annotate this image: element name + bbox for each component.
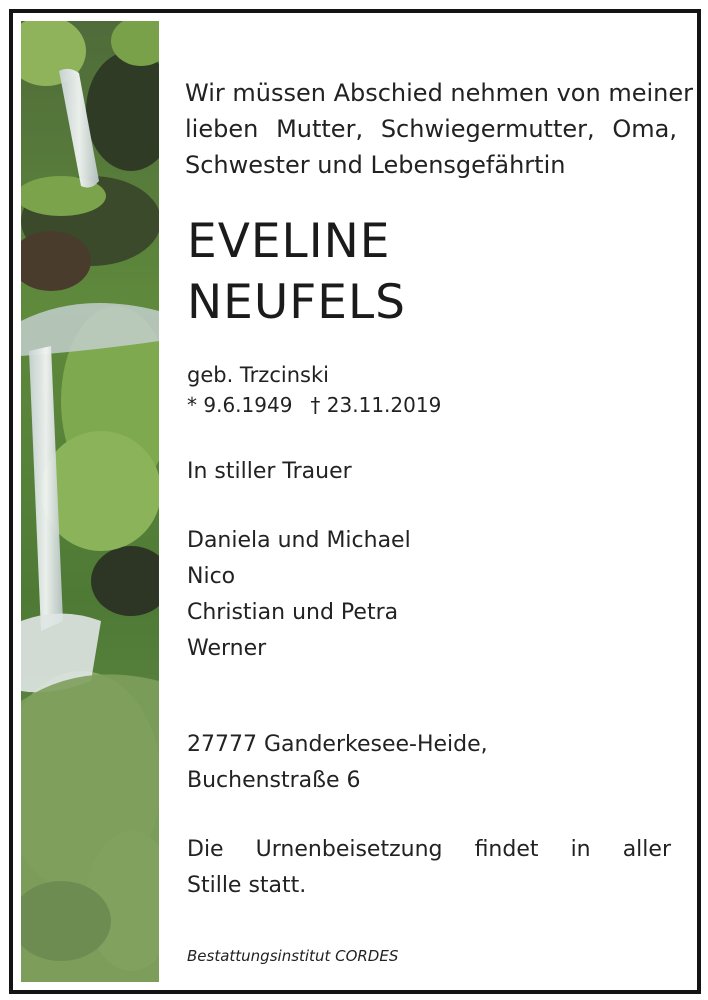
burial-note xyxy=(187,832,671,904)
death-date: 23.11.2019 xyxy=(326,393,442,417)
dagger-icon: † xyxy=(310,393,321,417)
mourner: Werner xyxy=(187,636,267,661)
deceased-name xyxy=(187,211,406,333)
birth-date: * 9.6.1949 xyxy=(187,393,293,417)
birth-name: geb. Trzcinski xyxy=(187,363,329,387)
mourner: Christian und Petra xyxy=(187,600,399,625)
mourner: Daniela und Michael xyxy=(187,528,411,553)
last-name: NEUFELS xyxy=(187,275,407,330)
notice-frame xyxy=(9,9,701,994)
intro-line: Wir müssen Abschied nehmen von meiner xyxy=(185,79,693,107)
intro-line: Schwester und Lebensgefährtin xyxy=(185,151,566,179)
burial-line: Die Urnenbeisetzung findet in aller xyxy=(187,837,671,862)
mourners-list xyxy=(187,523,411,667)
first-name: EVELINE xyxy=(187,214,391,269)
undertaker-credit: Bestattungsinstitut CORDES xyxy=(187,947,399,965)
burial-line: Stille statt. xyxy=(187,873,307,898)
intro-line: lieben Mutter, Schwiegermutter, Oma, xyxy=(185,115,677,143)
address xyxy=(187,727,488,799)
mourning-line: In stiller Trauer xyxy=(187,459,352,484)
address-line: Buchenstraße 6 xyxy=(187,768,361,793)
mourner: Nico xyxy=(187,564,236,589)
intro-paragraph xyxy=(185,75,693,183)
waterfall-photo xyxy=(21,21,159,982)
life-dates xyxy=(187,393,441,417)
address-line: 27777 Ganderkesee-Heide, xyxy=(187,732,488,757)
